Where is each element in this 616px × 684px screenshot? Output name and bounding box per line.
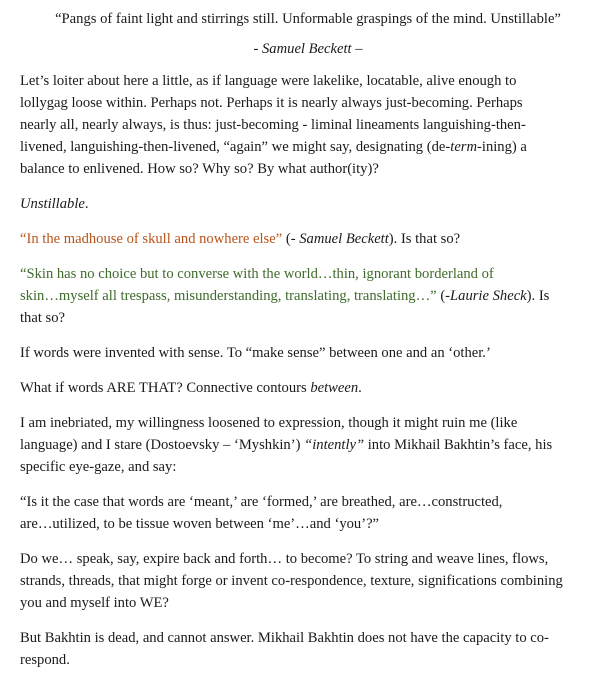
text-line	[20, 285, 608, 307]
text-run: .	[358, 380, 362, 396]
epigraph-attribution: - Samuel Beckett –	[253, 41, 363, 57]
text-run: .	[84, 196, 89, 212]
paragraph-inebriated	[20, 412, 608, 478]
epigraph-quote: “Pangs of faint light and stirrings still. Unformable graspings of the mind. Unstillable”	[55, 11, 561, 27]
italic-word: “intently”	[304, 437, 365, 453]
text-line	[20, 136, 608, 158]
italic-word: Unstillable	[20, 196, 85, 212]
text-line: Let’s loiter about here a little, as if language were lakelike, locatable, alive enough to	[20, 73, 517, 89]
text-run: (-	[282, 231, 300, 247]
text-run: ). Is	[526, 288, 550, 304]
author-name: Samuel Beckett	[299, 231, 389, 247]
text-line: strands, threads, that might forge or invent co-respondence, texture, significations combining	[20, 573, 563, 589]
text-run: What if words ARE THAT? Connective contours	[20, 380, 311, 396]
text-run: into Mikhail Bakhtin’s face, his	[364, 437, 553, 453]
green-quote-run: skin…myself all trespass, misunderstanding, translating, translating…”	[20, 288, 437, 304]
text-line: “Is it the case that words are ‘meant,’ are ‘formed,’ are breathed, are…constructed,	[20, 494, 503, 510]
paragraph-bakhtin-dead	[20, 627, 608, 671]
author-name: Laurie Sheck	[450, 288, 527, 304]
text-run: (-	[436, 288, 451, 304]
text-run: language) and I stare (Dostoevsky – ‘Myshkin’)	[20, 437, 305, 453]
text-run: -ining) a	[477, 139, 527, 155]
text-line: balance to enlivened. How so? Why so? By what author(ity)?	[20, 161, 379, 177]
text-line: nearly all, nearly always, is thus: just-becoming - liminal lineaments languishing-then-	[20, 117, 526, 133]
paragraph-words-are-that	[20, 377, 608, 399]
text-line: you and myself into WE?	[20, 595, 169, 611]
paragraph-become	[20, 548, 608, 614]
orange-quote: “In the madhouse of skull and nowhere else”	[20, 231, 283, 247]
green-quote-line: “Skin has no choice but to converse with the world…thin, ignorant borderland of	[20, 266, 494, 282]
paragraph-sheck-quote	[20, 263, 608, 329]
italic-term: term	[450, 139, 478, 155]
text-line: are…utilized, to be tissue woven between ‘me’…and ‘you’?”	[20, 516, 380, 532]
text-line: I am inebriated, my willingness loosened to expression, though it might ruin me (like	[20, 415, 518, 431]
paragraph-sense: If words were invented with sense. To “make sense” between one and an ‘other.’	[20, 345, 491, 361]
text-line	[20, 434, 608, 456]
text-line: respond.	[20, 652, 70, 668]
text-line: But Bakhtin is dead, and cannot answer. Mikhail Bakhtin does not have the capacity to co-	[20, 630, 549, 646]
text-line: that so?	[20, 310, 65, 326]
text-line: specific eye-gaze, and say:	[20, 459, 177, 475]
text-line: lollygag loose within. Perhaps not. Perhaps it is nearly always just-becoming. Perhaps	[20, 95, 523, 111]
paragraph-question	[20, 491, 608, 535]
text-run: livened, languishing-then-livened, “again” we might say, designating (de-	[20, 139, 451, 155]
paragraph-beckett-quote	[20, 228, 608, 250]
paragraph-loiter	[20, 70, 608, 180]
italic-word: between	[310, 380, 359, 396]
text-line: Do we… speak, say, expire back and forth… to become? To string and weave lines, flows,	[20, 551, 549, 567]
paragraph-unstillable	[20, 193, 608, 215]
text-run: ). Is that so?	[388, 231, 461, 247]
document-body	[20, 70, 608, 684]
